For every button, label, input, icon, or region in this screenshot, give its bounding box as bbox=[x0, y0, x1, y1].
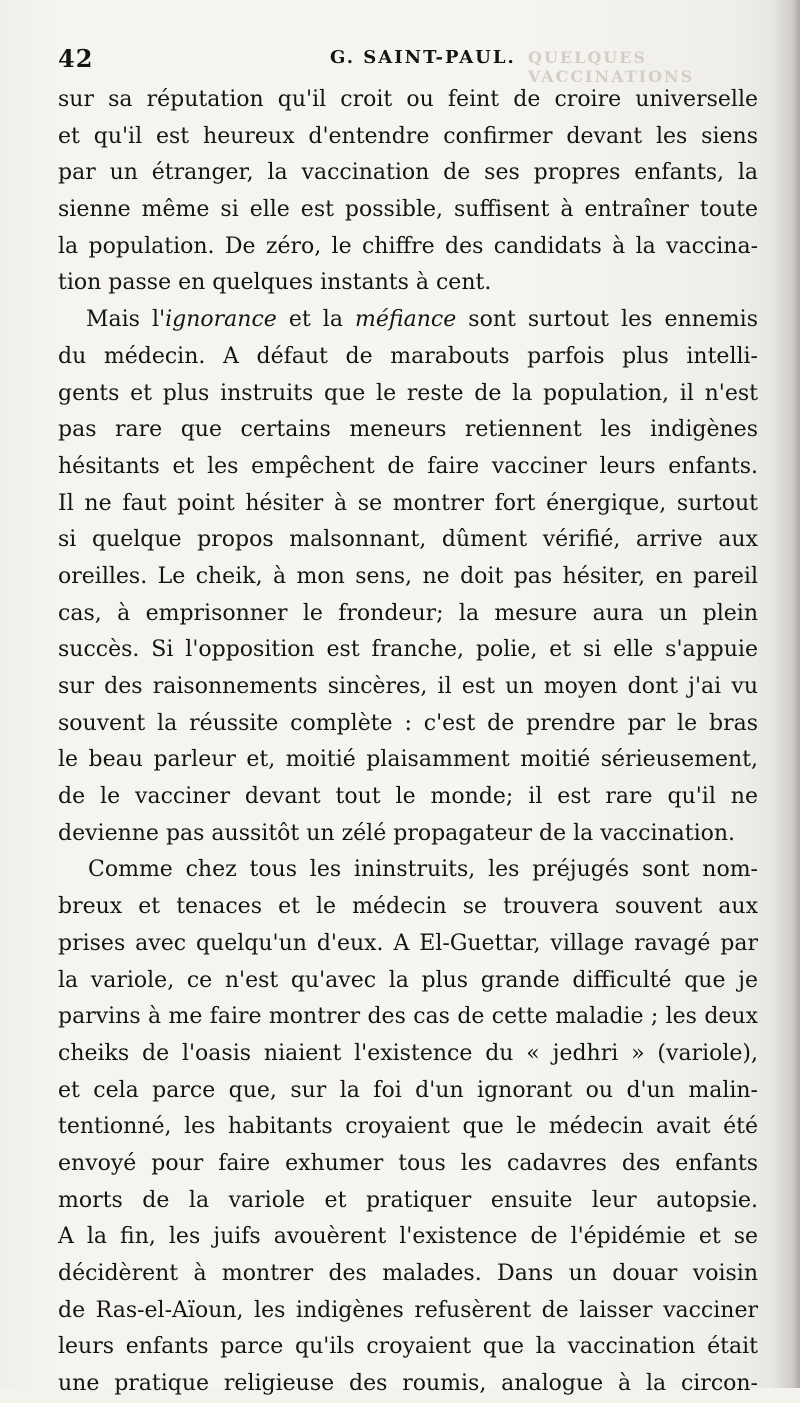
text-line: cheiks de l'oasis niaient l'existence du « jedhri » (variole), bbox=[58, 1040, 758, 1066]
text-line: devienne pas aussitôt un zélé propagateur de la vaccination. bbox=[58, 820, 736, 846]
text-line: prises avec quelqu'un d'eux. A El-Guettar, village ravagé par bbox=[58, 930, 758, 956]
text-line-italic bbox=[58, 302, 758, 339]
text-span: et la bbox=[276, 307, 356, 333]
running-head: G. SAINT-PAUL. bbox=[330, 47, 516, 68]
text-line: leurs enfants parce qu'ils croyaient que la vaccination était bbox=[58, 1334, 758, 1360]
text-line: breux et tenaces et le médecin se trouvera souvent aux bbox=[58, 894, 758, 920]
body-text bbox=[58, 82, 758, 1403]
text-line: cas, à emprisonner le frondeur; la mesure aura un plein bbox=[58, 600, 758, 626]
italic-word: méfiance bbox=[355, 307, 457, 333]
italic-word: ignorance bbox=[165, 307, 277, 333]
text-line: sur sa réputation qu'il croit ou feint de croire universelle bbox=[58, 87, 758, 112]
text-line: hésitants et les empêchent de faire vacciner leurs enfants. bbox=[58, 453, 758, 479]
text-line: souvent la réussite complète : c'est de prendre par le bras bbox=[58, 710, 758, 736]
text-line: Il ne faut point hésiter à se montrer fort énergique, surtout bbox=[58, 490, 758, 516]
page-number: 42 bbox=[58, 44, 94, 73]
text-line: morts de la variole et pratiquer ensuite leur autopsie. bbox=[58, 1187, 758, 1213]
text-line: envoyé pour faire exhumer tous les cadavres des enfants bbox=[58, 1150, 758, 1176]
text-line: oreilles. Le cheik, à mon sens, ne doit pas hésiter, en pareil bbox=[58, 563, 758, 589]
text-line: la population. De zéro, le chiffre des candidats à la vaccina- bbox=[58, 233, 758, 259]
text-line: gents et plus instruits que le reste de la population, il n'est bbox=[58, 380, 758, 406]
text-line: Comme chez tous les ininstruits, les préjugés sont nom- bbox=[88, 857, 758, 883]
bleed-through-text: QUELQUES VACCINATIONS bbox=[528, 48, 695, 86]
text-line: parvins à me faire montrer des cas de cette maladie ; les deux bbox=[58, 1004, 758, 1030]
text-line: sienne même si elle est possible, suffisent à entraîner toute bbox=[58, 197, 758, 223]
text-line: décidèrent à montrer des malades. Dans un douar voisin bbox=[58, 1261, 758, 1286]
text-line: succès. Si l'opposition est franche, polie, et si elle s'appuie bbox=[58, 637, 758, 663]
text-line: sur des raisonnements sincères, il est un moyen dont j'ai vu bbox=[58, 674, 758, 699]
text-line: une pratique religieuse des roumis, analogue à la circon- bbox=[58, 1371, 758, 1397]
text-line: et cela parce que, sur la foi d'un ignorant ou d'un malin- bbox=[58, 1077, 758, 1103]
text-line: et qu'il est heureux d'entendre confirmer devant les siens bbox=[58, 123, 758, 149]
text-line: tion passe en quelques instants à cent. bbox=[58, 270, 492, 296]
text-line: la variole, ce n'est qu'avec la plus grande difficulté que je bbox=[58, 967, 758, 993]
text-line: de le vacciner devant tout le monde; il est rare qu'il ne bbox=[58, 784, 758, 810]
text-line: A la fin, les juifs avouèrent l'existence de l'épidémie et se bbox=[58, 1224, 758, 1250]
text-line: du médecin. A défaut de marabouts parfois plus intelli- bbox=[58, 343, 758, 369]
text-line: le beau parleur et, moitié plaisamment moitié sérieusement, bbox=[58, 747, 758, 773]
text-line: par un étranger, la vaccination de ses propres enfants, la bbox=[58, 160, 758, 186]
text-line: si quelque propos malsonnant, dûment vérifié, arrive aux bbox=[58, 527, 758, 553]
text-line: pas rare que certains meneurs retiennent les indigènes bbox=[58, 417, 758, 443]
text-line: de Ras-el-Aïoun, les indigènes refusèrent de laisser vacciner bbox=[58, 1297, 758, 1323]
page-edge-shadow bbox=[772, 0, 800, 1388]
text-span: sont surtout les ennemis bbox=[456, 307, 759, 333]
page-header bbox=[58, 44, 758, 86]
text-span: Mais l' bbox=[86, 307, 166, 333]
text-line: tentionné, les habitants croyaient que le médecin avait été bbox=[58, 1114, 758, 1140]
